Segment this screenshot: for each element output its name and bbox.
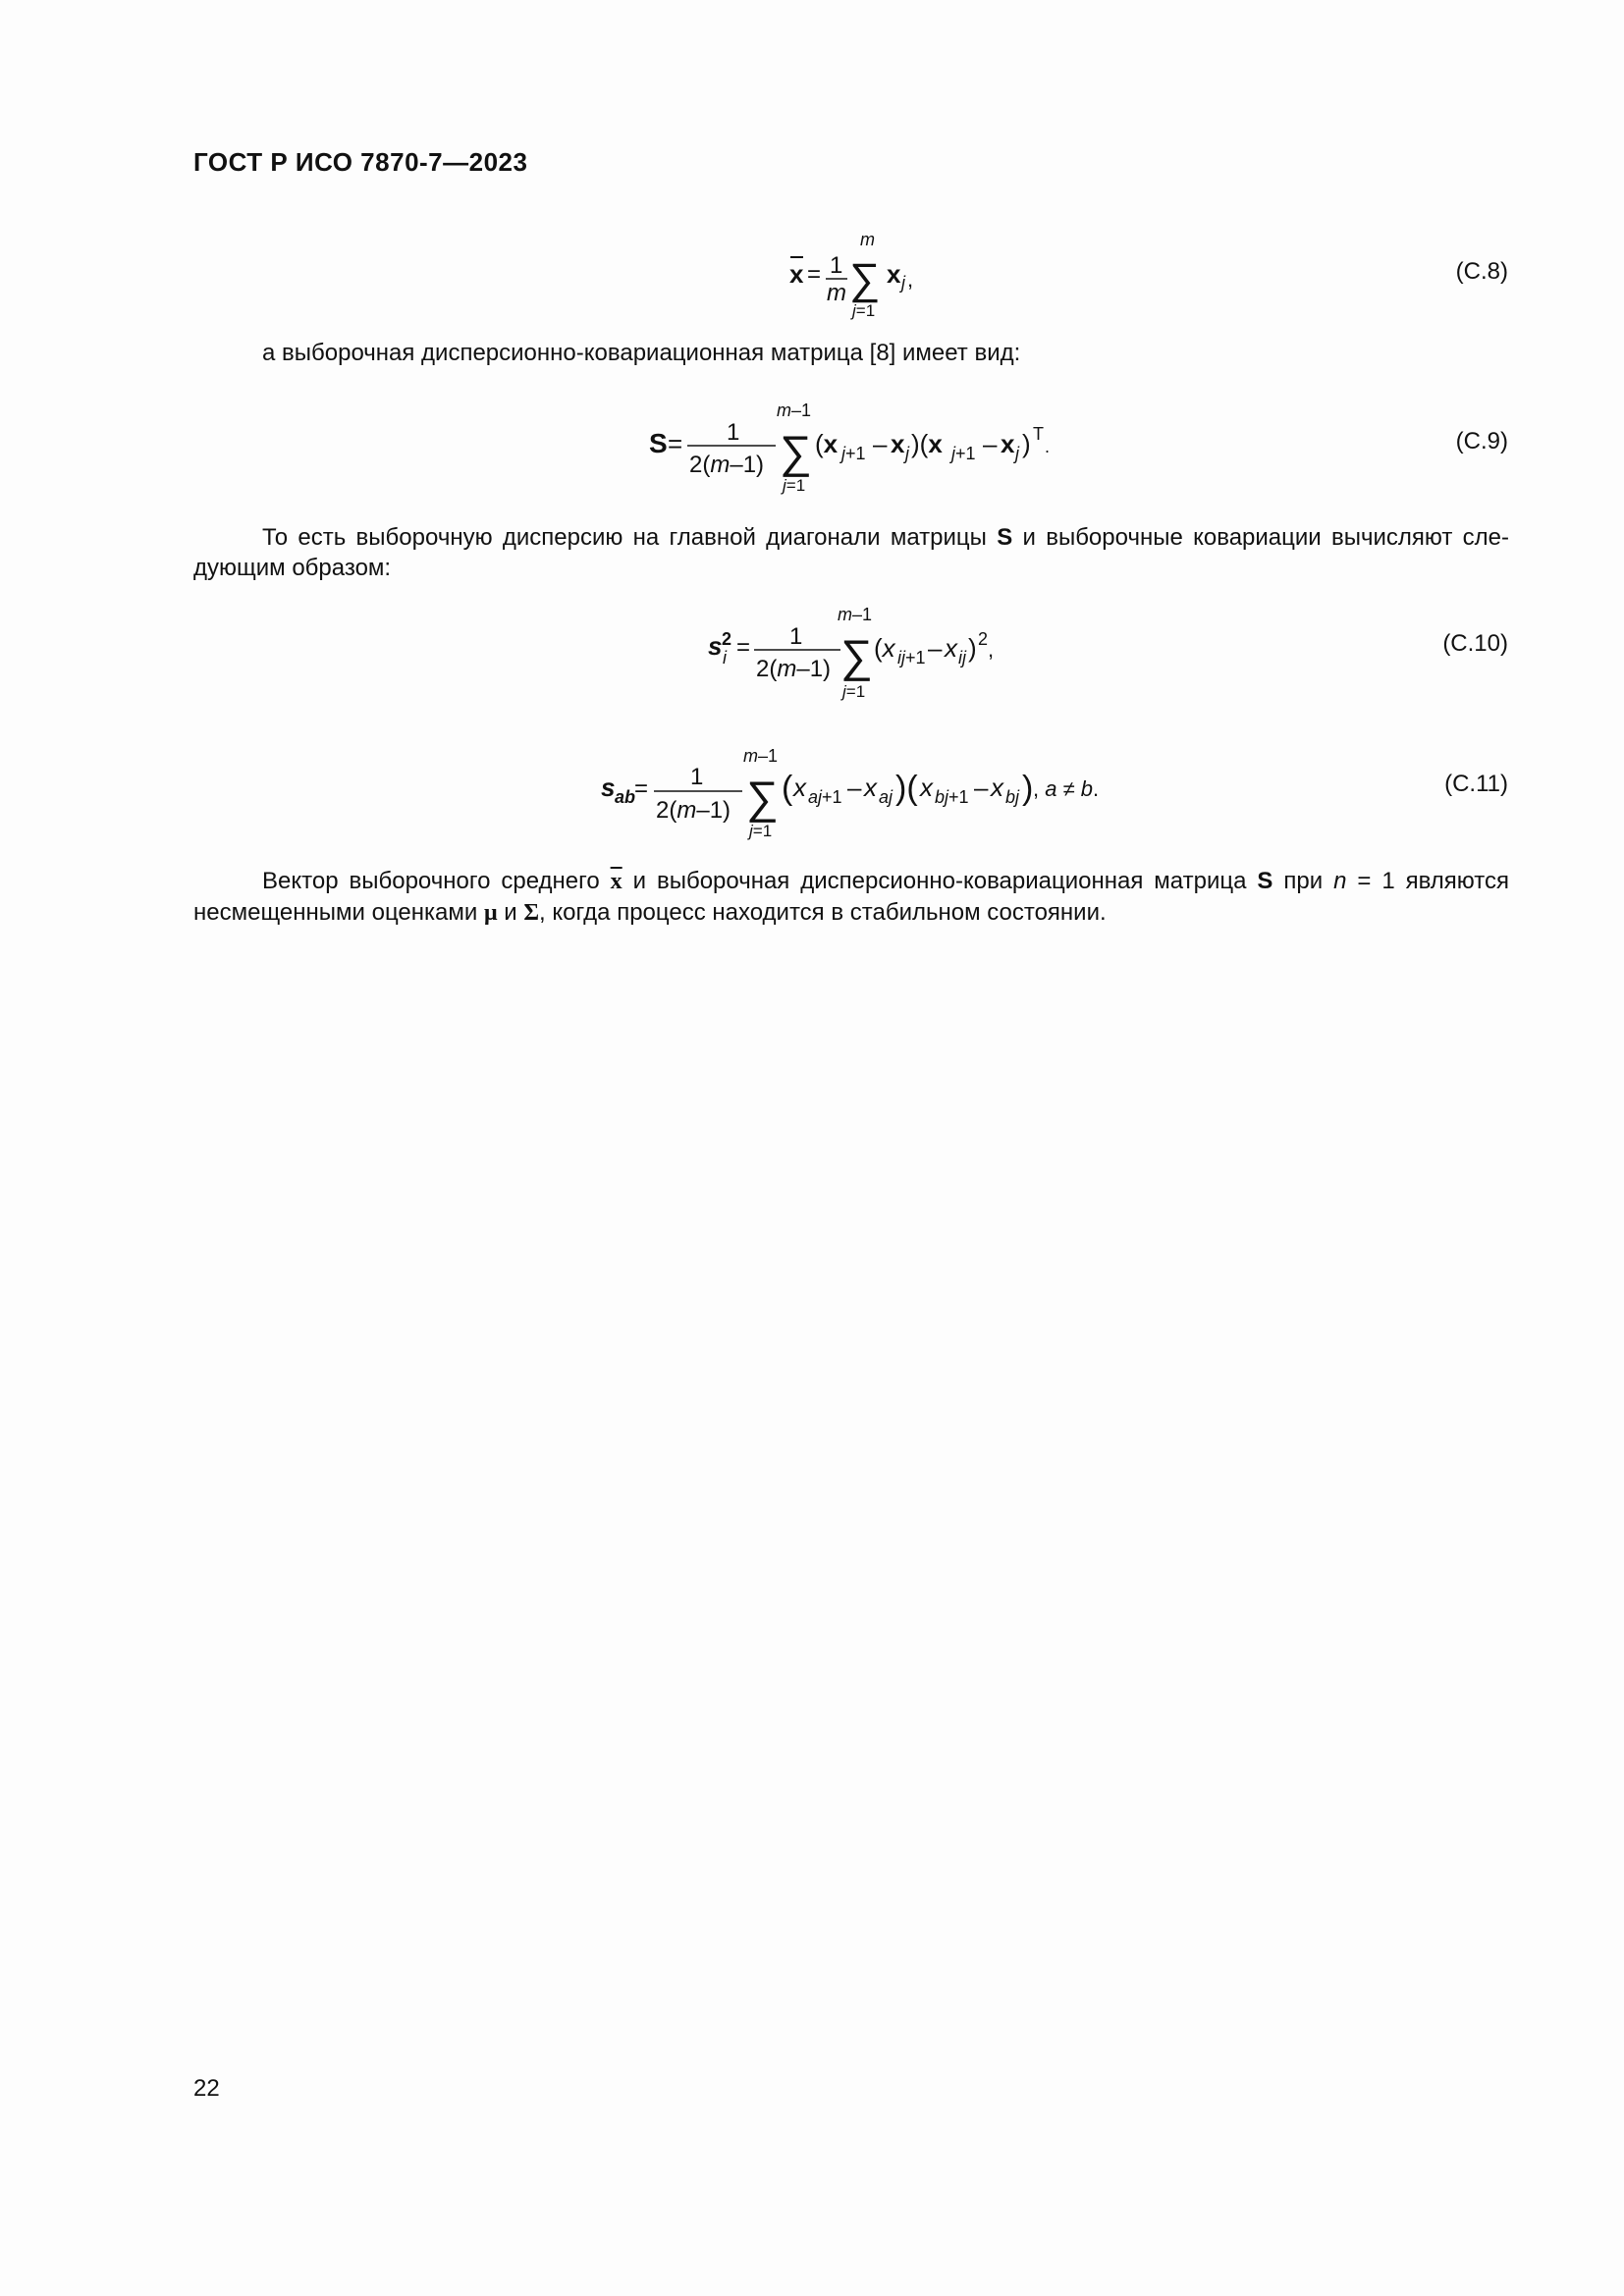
svg-text:–: – [974, 773, 989, 802]
svg-text:x: x [793, 773, 806, 802]
equation-number-c10: (C.10) [1442, 630, 1508, 657]
svg-text:2: 2 [722, 629, 732, 649]
svg-text:m: m [827, 280, 846, 306]
svg-text:): ) [968, 633, 977, 663]
svg-text:m: m [860, 230, 875, 249]
svg-text:bj: bj [1005, 787, 1020, 807]
svg-text:1: 1 [727, 419, 740, 446]
svg-text:x: x [1001, 429, 1015, 458]
svg-text:–: – [928, 633, 943, 663]
formula-c11 [599, 742, 1110, 845]
svg-text:S: S [649, 428, 668, 458]
svg-text:j=1: j=1 [783, 476, 806, 495]
svg-text:=: = [634, 775, 649, 802]
svg-text:j+1: j+1 [951, 444, 976, 463]
svg-text:j=1: j=1 [749, 822, 773, 840]
paragraph-conclusion: Вектор выборочного среднего $\overline{x}$ и выборочная дисперсионно-ковариационная матрица S при n = 1 являются несмещенными оценками μ и Σ, когда процесс находится в стабильном состоянии. [193, 868, 1509, 926]
svg-text:ij+1: ij+1 [897, 648, 926, 667]
svg-text:x: x [991, 773, 1003, 802]
document-header: ГОСТ Р ИСО 7870-7—2023 [193, 147, 528, 177]
svg-text:ij: ij [958, 648, 966, 667]
svg-text:∑: ∑ [849, 255, 881, 303]
equation-number-c9: (C.9) [1455, 428, 1508, 454]
svg-text:)(x: )(x [911, 429, 943, 458]
svg-text:aj+1: aj+1 [808, 787, 842, 807]
svg-text:1: 1 [690, 764, 704, 790]
svg-text:∑: ∑ [780, 426, 812, 477]
svg-text:, a ≠ b.: , a ≠ b. [1033, 776, 1100, 801]
svg-text:T: T [1033, 424, 1044, 444]
svg-text:s: s [601, 773, 616, 802]
svg-text:–: – [873, 429, 888, 458]
svg-text:m–1: m–1 [838, 605, 873, 624]
svg-text:j=1: j=1 [842, 682, 866, 701]
svg-text:ab: ab [615, 787, 636, 807]
svg-text:∑: ∑ [840, 630, 873, 681]
svg-text:=: = [807, 261, 822, 288]
svg-text:x: x [864, 773, 877, 802]
svg-text:,: , [988, 637, 995, 662]
svg-text:∑: ∑ [746, 772, 779, 823]
svg-text:)(: )( [895, 770, 918, 807]
svg-text:(: ( [782, 770, 793, 807]
svg-text:j: j [1015, 444, 1019, 463]
svg-text:.: . [1045, 437, 1051, 456]
svg-text:j=1: j=1 [852, 301, 876, 320]
svg-text:m–1: m–1 [743, 746, 779, 766]
svg-text:=: = [736, 634, 751, 661]
svg-text:): ) [1022, 429, 1031, 458]
svg-text:j: j [901, 273, 905, 293]
svg-text:2(m–1): 2(m–1) [689, 452, 765, 478]
svg-text:s: s [708, 631, 723, 661]
paragraph-intro-matrix: а выборочная дисперсионно-ковариационная матрица [8] имеет вид: [262, 340, 1021, 366]
paragraph-variance: То есть выборочную дисперсию на главной диагонали матрицы S и выборочные ковариации вычисляют сле-дующим образом: [193, 524, 1510, 581]
svg-text:(x: (x [815, 429, 839, 458]
svg-text:bj+1: bj+1 [935, 787, 969, 807]
svg-text:x: x [945, 633, 957, 663]
svg-text:–: – [983, 429, 998, 458]
formula-c8 [785, 228, 943, 326]
svg-text:): ) [1022, 770, 1034, 807]
svg-text:(x: (x [874, 633, 895, 663]
svg-text:,: , [907, 267, 914, 292]
svg-text:x: x [891, 429, 905, 458]
svg-text:=: = [668, 429, 683, 458]
svg-text:aj: aj [879, 787, 893, 807]
svg-text:2: 2 [978, 629, 989, 649]
x-bar-symbol: $\overline{x}$ [610, 869, 623, 894]
svg-text:–: – [847, 773, 862, 802]
formula-c10 [705, 603, 1000, 706]
formula-c9 [646, 397, 1058, 500]
svg-text:i: i [723, 648, 727, 667]
svg-text:m–1: m–1 [777, 400, 812, 420]
equation-number-c8: (C.8) [1455, 258, 1508, 285]
svg-text:j: j [905, 444, 909, 463]
svg-text:x: x [920, 773, 933, 802]
svg-text:x: x [887, 259, 901, 289]
svg-text:2(m–1): 2(m–1) [656, 797, 731, 824]
svg-text:2(m–1): 2(m–1) [756, 656, 832, 682]
page-number: 22 [193, 2075, 220, 2102]
equation-number-c11: (C.11) [1444, 771, 1508, 797]
svg-text:1: 1 [830, 252, 843, 279]
svg-text:x: x [789, 259, 804, 289]
svg-text:1: 1 [789, 623, 803, 650]
svg-text:j+1: j+1 [841, 444, 866, 463]
